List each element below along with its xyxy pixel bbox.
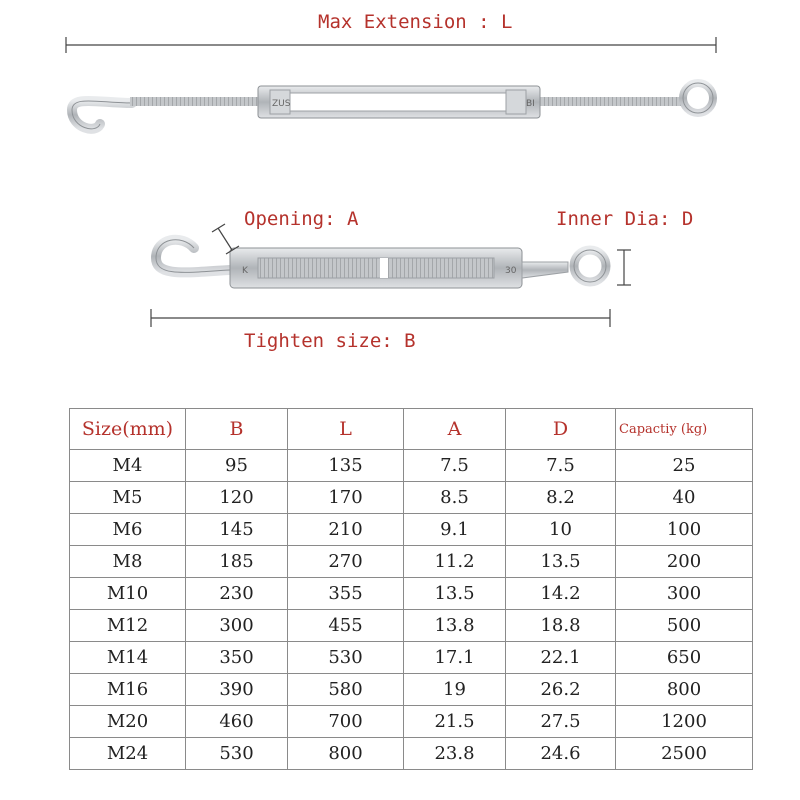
cell-l: 210 — [288, 514, 404, 546]
cell-l: 455 — [288, 610, 404, 642]
cell-a: 9.1 — [404, 514, 506, 546]
tighten-size-dimension-line — [151, 309, 610, 327]
turnbuckle-tightened — [156, 240, 606, 288]
cell-a: 23.8 — [404, 738, 506, 770]
cell-l: 270 — [288, 546, 404, 578]
cell-d: 24.6 — [506, 738, 616, 770]
table-row — [70, 482, 753, 514]
cell-b: 460 — [186, 706, 288, 738]
turnbuckle-extended — [72, 83, 713, 129]
cell-a: 13.5 — [404, 578, 506, 610]
cell-b: 230 — [186, 578, 288, 610]
cell-size: M12 — [70, 610, 186, 642]
cell-a: 17.1 — [404, 642, 506, 674]
table-row — [70, 450, 753, 482]
opening-label: Opening: A — [244, 208, 359, 230]
cell-a: 19 — [404, 674, 506, 706]
table-row — [70, 674, 753, 706]
header-d: D — [506, 409, 616, 450]
cell-d: 14.2 — [506, 578, 616, 610]
header-b: B — [186, 409, 288, 450]
cell-l: 530 — [288, 642, 404, 674]
cell-a: 13.8 — [404, 610, 506, 642]
cell-a: 21.5 — [404, 706, 506, 738]
cell-l: 700 — [288, 706, 404, 738]
hook-left — [72, 101, 132, 129]
table-row — [70, 642, 753, 674]
threaded-rod-right — [540, 97, 682, 106]
cell-d: 10 — [506, 514, 616, 546]
cell-size: M6 — [70, 514, 186, 546]
specification-table — [69, 408, 753, 770]
cell-size: M10 — [70, 578, 186, 610]
cell-b: 390 — [186, 674, 288, 706]
cell-l: 170 — [288, 482, 404, 514]
cell-size: M24 — [70, 738, 186, 770]
cell-capacity: 40 — [616, 482, 753, 514]
tighten-size-label: Tighten size: B — [244, 330, 416, 352]
stamp-top-right: BI — [526, 99, 535, 109]
header-size: Size(mm) — [70, 409, 186, 450]
max-extension-label: Max Extension : L — [318, 11, 513, 33]
cell-d: 18.8 — [506, 610, 616, 642]
cell-d: 7.5 — [506, 450, 616, 482]
cell-b: 530 — [186, 738, 288, 770]
inner-dia-dimension-line — [617, 250, 631, 285]
cell-b: 350 — [186, 642, 288, 674]
cell-a: 11.2 — [404, 546, 506, 578]
cell-l: 355 — [288, 578, 404, 610]
table-row — [70, 578, 753, 610]
stamp-top-left: ZUS — [272, 99, 291, 109]
table-row — [70, 546, 753, 578]
cell-size: M8 — [70, 546, 186, 578]
cell-capacity: 100 — [616, 514, 753, 546]
cell-size: M16 — [70, 674, 186, 706]
cell-d: 13.5 — [506, 546, 616, 578]
cell-l: 800 — [288, 738, 404, 770]
cell-b: 145 — [186, 514, 288, 546]
cell-size: M20 — [70, 706, 186, 738]
table-header-row — [70, 409, 753, 450]
cell-a: 8.5 — [404, 482, 506, 514]
header-l: L — [288, 409, 404, 450]
cell-capacity: 500 — [616, 610, 753, 642]
cell-capacity: 650 — [616, 642, 753, 674]
cell-capacity: 200 — [616, 546, 753, 578]
cell-capacity: 300 — [616, 578, 753, 610]
cell-l: 580 — [288, 674, 404, 706]
header-a: A — [404, 409, 506, 450]
cell-b: 120 — [186, 482, 288, 514]
table-row — [70, 610, 753, 642]
cell-size: M14 — [70, 642, 186, 674]
max-extension-dimension-line — [66, 37, 716, 53]
cell-l: 135 — [288, 450, 404, 482]
hook-bottom-left — [156, 240, 230, 273]
cell-capacity: 1200 — [616, 706, 753, 738]
cell-d: 8.2 — [506, 482, 616, 514]
inner-dia-label: Inner Dia: D — [556, 208, 694, 230]
cell-d: 22.1 — [506, 642, 616, 674]
cell-a: 7.5 — [404, 450, 506, 482]
cell-b: 95 — [186, 450, 288, 482]
table-row — [70, 514, 753, 546]
cell-capacity: 2500 — [616, 738, 753, 770]
stamp-bottom-left: K — [242, 266, 248, 276]
cell-size: M5 — [70, 482, 186, 514]
cell-size: M4 — [70, 450, 186, 482]
threaded-rod-left — [130, 97, 260, 106]
stamp-bottom-right: 30 — [505, 266, 517, 276]
cell-d: 26.2 — [506, 674, 616, 706]
header-capacity: Capactiy (kg) — [616, 409, 753, 450]
cell-capacity: 25 — [616, 450, 753, 482]
table-row — [70, 738, 753, 770]
table-body — [70, 450, 753, 770]
table-row — [70, 706, 753, 738]
cell-capacity: 800 — [616, 674, 753, 706]
cell-b: 185 — [186, 546, 288, 578]
cell-d: 27.5 — [506, 706, 616, 738]
cell-b: 300 — [186, 610, 288, 642]
